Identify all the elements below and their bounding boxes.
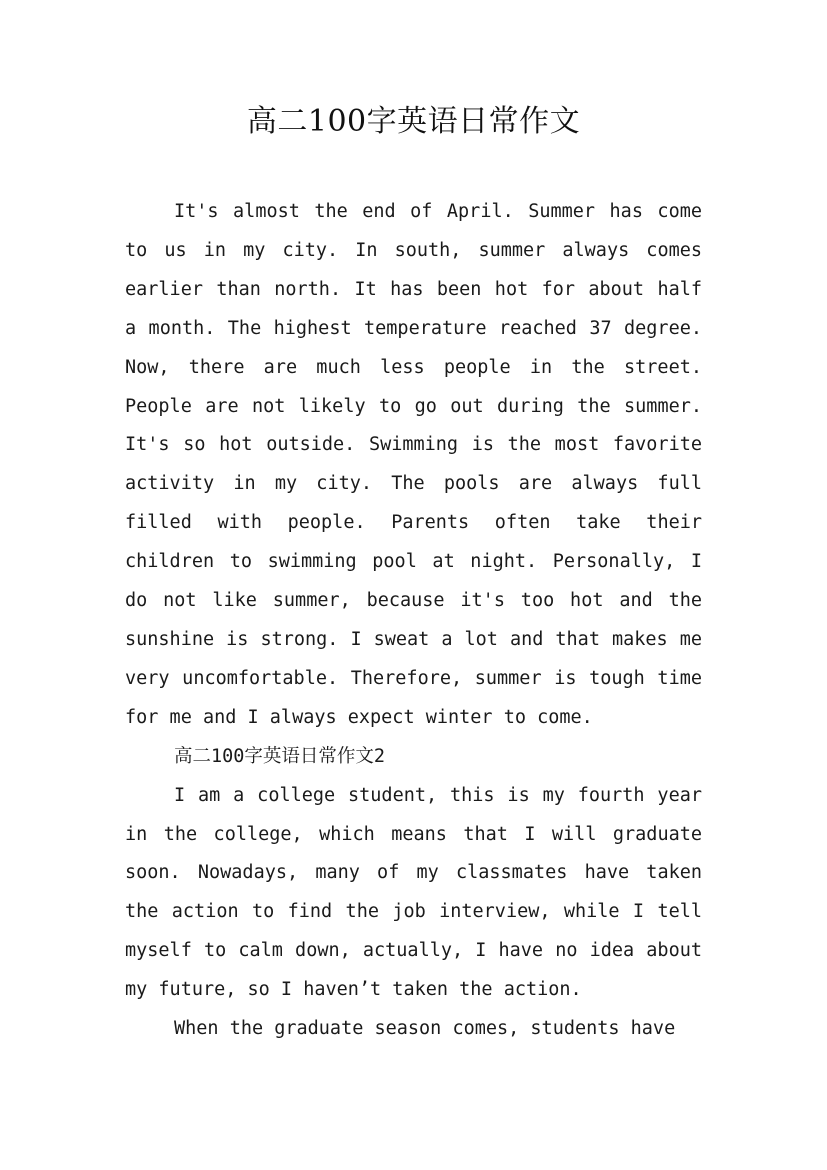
paragraph-college: I am a college student, this is my fourth year in the college, which means that I will graduate soon. Nowadays, many of my classmates have taken the action to find the job interview, while I tell myself to calm down, actually, I have no idea about my future, so I haven’t taken the action. xyxy=(125,784,702,1001)
document-title: 高二100字英语日常作文 xyxy=(246,104,581,139)
paragraph-graduate-season: When the graduate season comes, students have xyxy=(174,1018,676,1040)
paragraph-summer: It's almost the end of April. Summer has come to us in my city. In south, summer always comes earlier than north. It has been hot for about half a month. The highest temperature reached 37 degree. Now, there are much less people in the street. People are not likely to go out during the summer. It's so hot outside. Swimming is the most favorite activity in my city. The pools are always full filled with people. Parents often take their children to swimming pool at night. Personally, I do not like summer, because it's too hot and the sunshine is strong. I sweat a lot and that makes me very uncomfortable. Therefore, summer is tough time for me and I always expect winter to come. xyxy=(125,201,702,728)
document-body xyxy=(125,193,702,1049)
section-heading-2: 高二100字英语日常作文2 xyxy=(174,745,386,767)
